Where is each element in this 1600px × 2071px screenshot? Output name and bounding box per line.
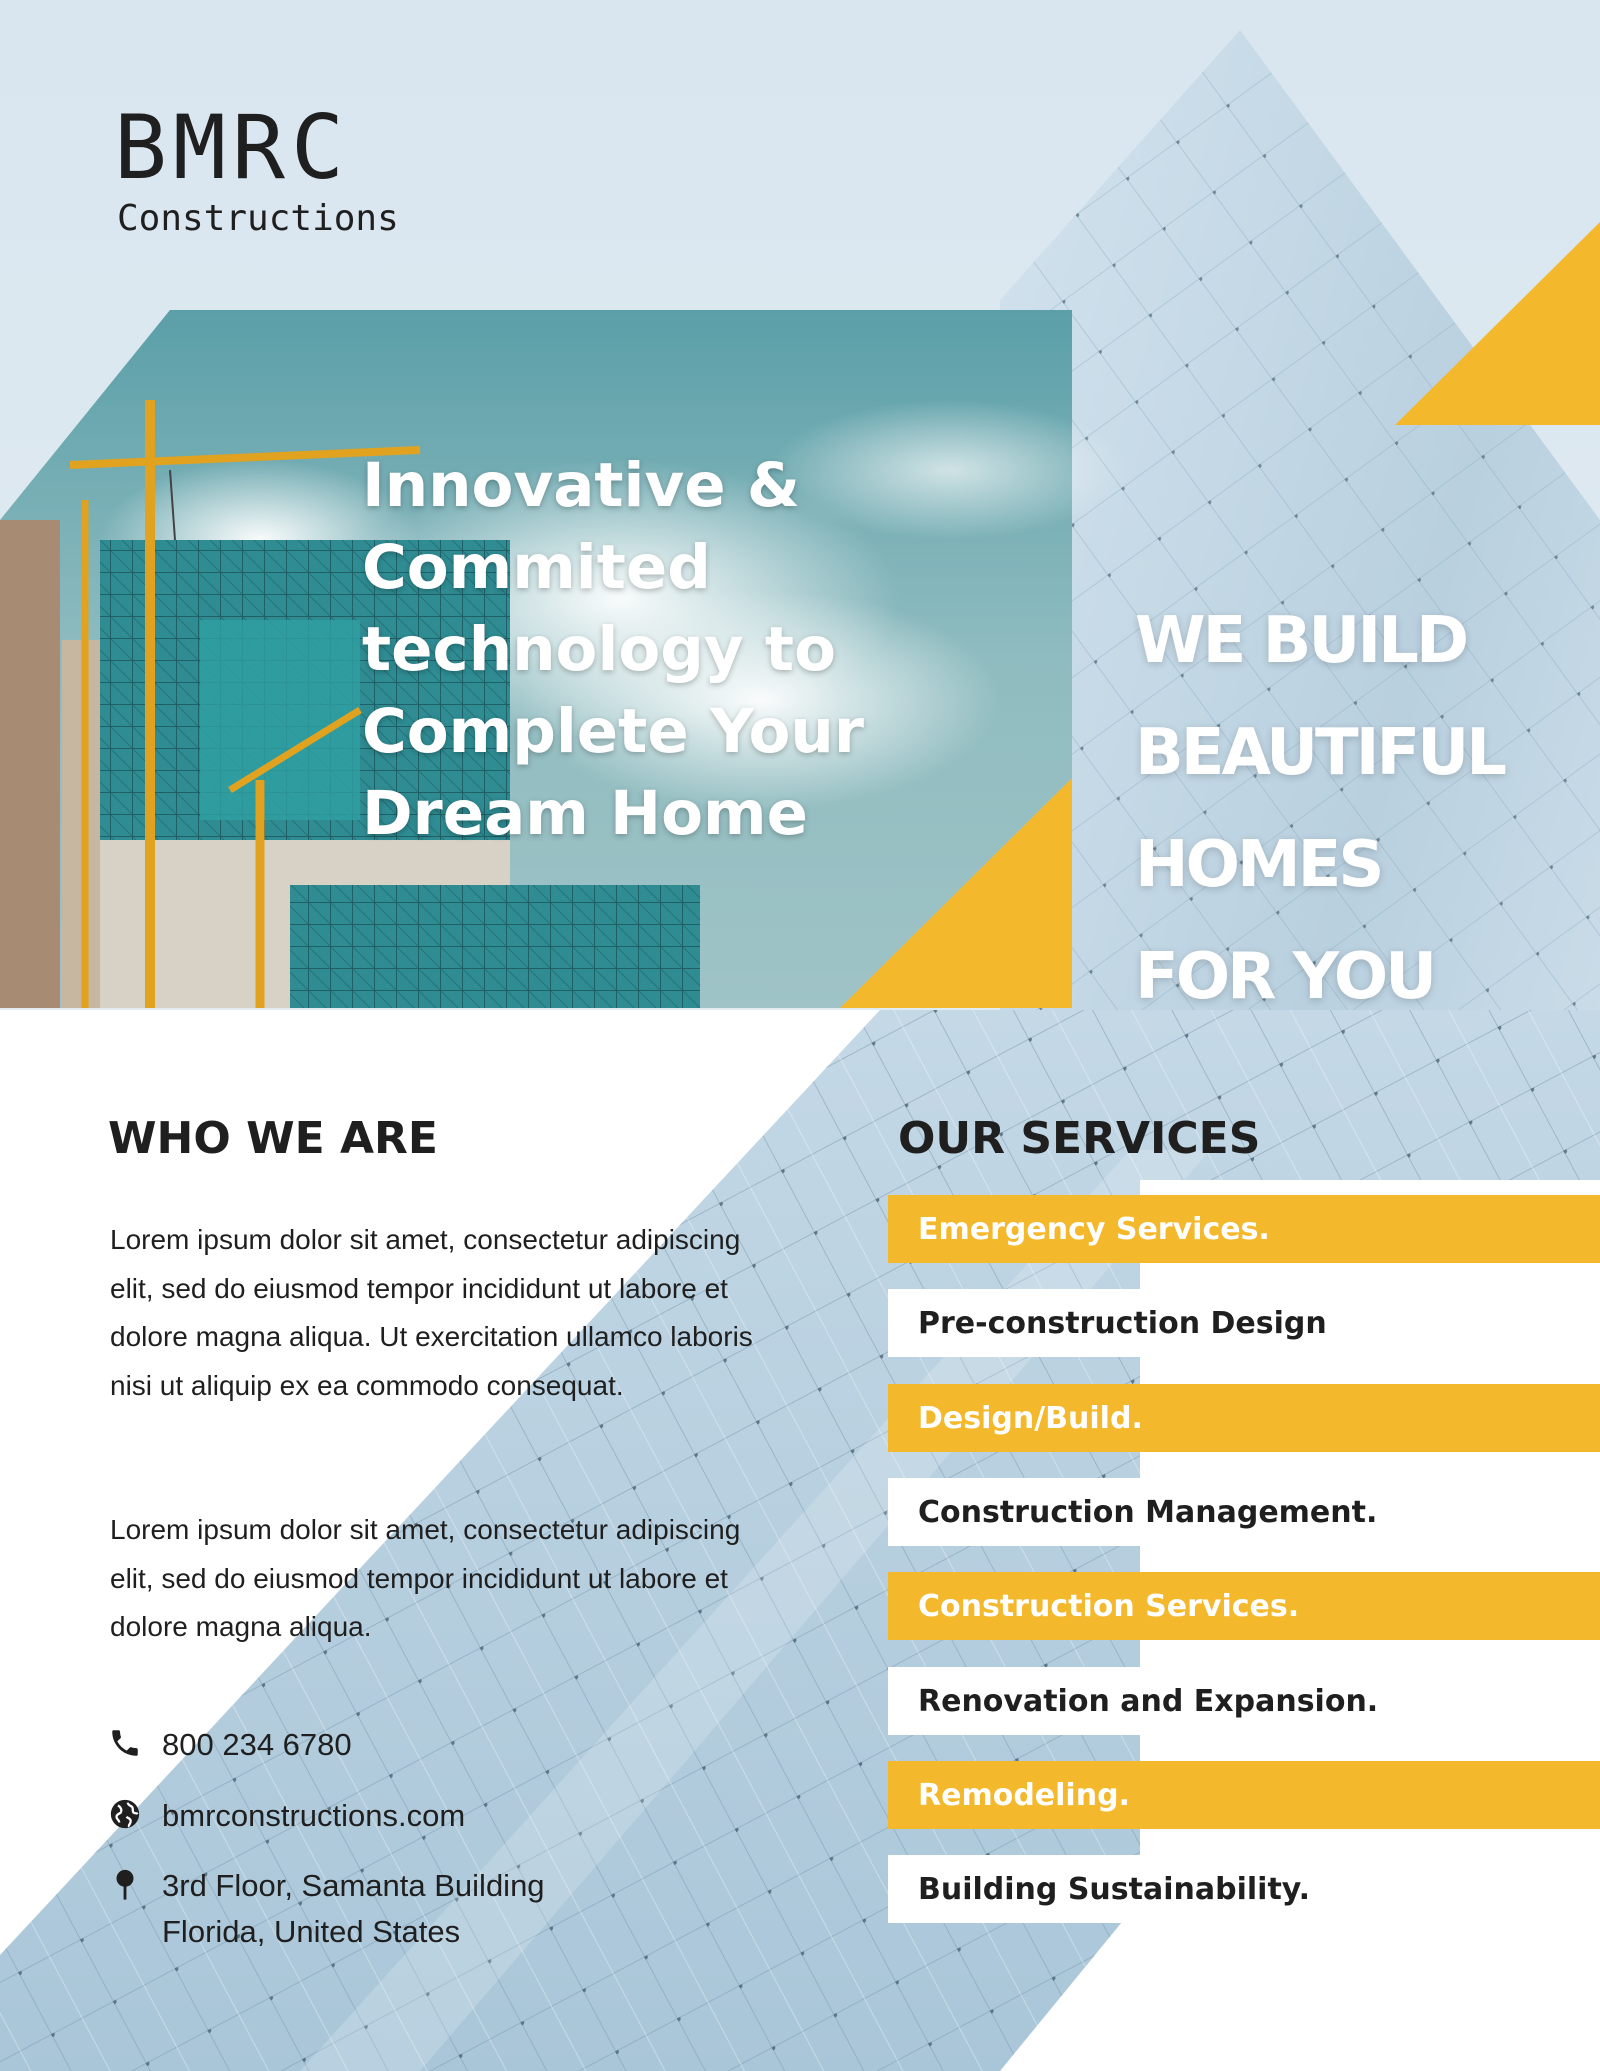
phone-number: 800 234 6780 <box>162 1727 352 1762</box>
globe-icon <box>108 1797 142 1831</box>
about-title: WHO WE ARE <box>108 1113 438 1164</box>
service-item: Design/Build. <box>888 1384 1600 1452</box>
service-item: Remodeling. <box>888 1761 1600 1829</box>
tagline-line: BEAUTIFUL <box>1135 716 1504 790</box>
service-item: Pre-construction Design <box>888 1289 1600 1357</box>
contact-website <box>108 1793 465 1839</box>
address-line-1: 3rd Floor, Samanta Building <box>162 1868 545 1903</box>
phone-icon <box>108 1726 142 1760</box>
hero-headline: Innovative & Commited technology to Complete Your Dream Home <box>362 450 864 849</box>
service-item: Renovation and Expansion. <box>888 1667 1600 1735</box>
address <box>162 1863 545 1955</box>
contact-phone <box>108 1722 352 1768</box>
location-pin-icon <box>108 1867 142 1901</box>
service-item: Construction Services. <box>888 1572 1600 1640</box>
tagline <box>1135 585 1504 1033</box>
brand-subtitle: Constructions <box>117 198 399 239</box>
tagline-line: FOR YOU <box>1135 940 1435 1014</box>
service-item: Building Sustainability. <box>888 1855 1600 1923</box>
service-item: Construction Management. <box>888 1478 1600 1546</box>
contact-address <box>108 1863 545 1955</box>
services-title: OUR SERVICES <box>898 1113 1261 1164</box>
brand-logo: BMRC <box>114 96 350 199</box>
website-url[interactable]: bmrconstructions.com <box>162 1798 466 1833</box>
about-paragraph-1: Lorem ipsum dolor sit amet, consectetur adipiscing elit, sed do eiusmod tempor incididunt ut labore et dolore magna aliqua. Ut exercitation ullamco laboris nisi ut aliquip ex ea commodo consequat. <box>110 1224 753 1401</box>
tagline-line: WE BUILD <box>1135 604 1467 678</box>
about-paragraph-2: Lorem ipsum dolor sit amet, consectetur adipiscing elit, sed do eiusmod tempor incididunt ut labore et dolore magna aliqua. <box>110 1514 741 1642</box>
address-line-2: Florida, United States <box>162 1914 461 1949</box>
service-item: Emergency Services. <box>888 1195 1600 1263</box>
tagline-line: HOMES <box>1135 828 1382 902</box>
